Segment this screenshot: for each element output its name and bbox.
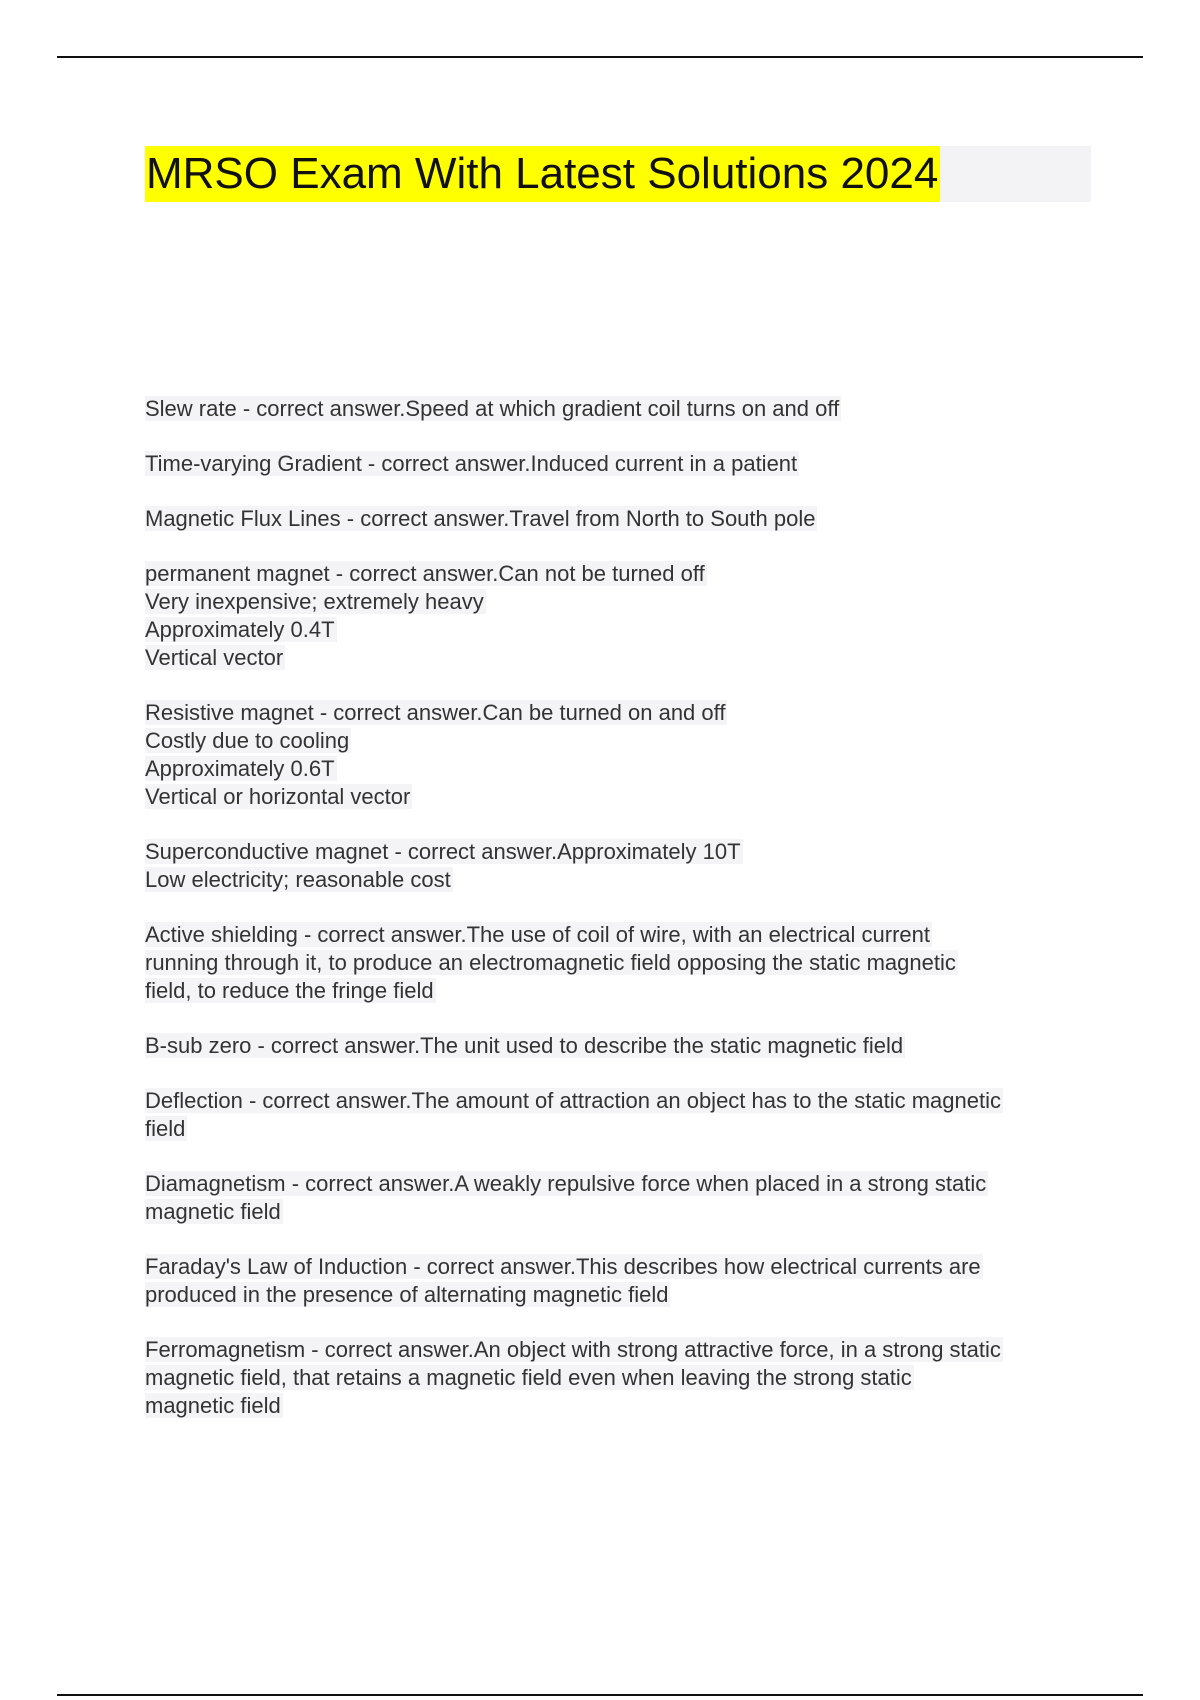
- qa-text: Approximately 0.6T: [145, 756, 335, 781]
- qa-detail-line: [145, 866, 1095, 894]
- qa-text: Diamagnetism - correct answer.A weakly repulsive force when placed in a strong static: [145, 1171, 987, 1196]
- qa-text: B-sub zero - correct answer.The unit used to describe the static magnetic field: [145, 1033, 904, 1058]
- qa-text: Time-varying Gradient - correct answer.Induced current in a patient: [145, 451, 798, 476]
- qa-text: Slew rate - correct answer.Speed at which gradient coil turns on and off: [145, 396, 840, 421]
- qa-detail-line: [145, 755, 1095, 783]
- top-rule: [57, 56, 1143, 58]
- qa-term-line: [145, 395, 1095, 423]
- qa-text: permanent magnet - correct answer.Can not be turned off: [145, 561, 705, 586]
- qa-text: magnetic field: [145, 1199, 281, 1224]
- qa-entry: [145, 450, 1095, 478]
- qa-term-line: [145, 450, 1095, 478]
- qa-term-line: [145, 921, 1095, 949]
- qa-entry: [145, 560, 1095, 672]
- qa-entry: [145, 699, 1095, 811]
- qa-text: field, to reduce the fringe field: [145, 978, 434, 1003]
- qa-detail-line: [145, 727, 1095, 755]
- qa-entry: [145, 1087, 1095, 1143]
- qa-text: Faraday's Law of Induction - correct answer.This describes how electrical currents are: [145, 1254, 981, 1279]
- qa-text: Superconductive magnet - correct answer.Approximately 10T: [145, 839, 741, 864]
- qa-detail-line: [145, 644, 1095, 672]
- qa-entry: [145, 838, 1095, 894]
- qa-term-line: [145, 1087, 1095, 1115]
- qa-entry: [145, 1336, 1095, 1420]
- qa-detail-line: [145, 616, 1095, 644]
- qa-text: running through it, to produce an electromagnetic field opposing the static magnetic: [145, 950, 956, 975]
- qa-entry: [145, 1253, 1095, 1309]
- qa-text: Vertical or horizontal vector: [145, 784, 411, 809]
- qa-text: Low electricity; reasonable cost: [145, 867, 451, 892]
- qa-term-line: [145, 838, 1095, 866]
- qa-detail-line: [145, 1392, 1095, 1420]
- document-title: MRSO Exam With Latest Solutions 2024: [145, 146, 940, 202]
- qa-entry: [145, 1032, 1095, 1060]
- qa-term-line: [145, 1170, 1095, 1198]
- qa-text: Very inexpensive; extremely heavy: [145, 589, 484, 614]
- qa-detail-line: [145, 783, 1095, 811]
- qa-text: Vertical vector: [145, 645, 284, 670]
- qa-detail-line: [145, 977, 1095, 1005]
- qa-text: Magnetic Flux Lines - correct answer.Travel from North to South pole: [145, 506, 816, 531]
- qa-detail-line: [145, 1281, 1095, 1309]
- qa-entry: [145, 505, 1095, 533]
- qa-term-line: [145, 699, 1095, 727]
- qa-text: magnetic field, that retains a magnetic field even when leaving the strong static: [145, 1365, 912, 1390]
- qa-term-line: [145, 1032, 1095, 1060]
- qa-term-line: [145, 1336, 1095, 1364]
- qa-text: Costly due to cooling: [145, 728, 350, 753]
- qa-entry: [145, 921, 1095, 1005]
- qa-text: magnetic field: [145, 1393, 281, 1418]
- qa-text: Active shielding - correct answer.The use of coil of wire, with an electrical current: [145, 922, 930, 947]
- qa-detail-line: [145, 949, 1095, 977]
- qa-text: Resistive magnet - correct answer.Can be turned on and off: [145, 700, 726, 725]
- qa-term-line: [145, 505, 1095, 533]
- qa-text: Approximately 0.4T: [145, 617, 335, 642]
- qa-detail-line: [145, 1115, 1095, 1143]
- qa-term-line: [145, 560, 1095, 588]
- qa-detail-line: [145, 1364, 1095, 1392]
- qa-detail-line: [145, 588, 1095, 616]
- qa-detail-line: [145, 1198, 1095, 1226]
- qa-term-line: [145, 1253, 1095, 1281]
- qa-text: field: [145, 1116, 186, 1141]
- qa-list: [145, 395, 1095, 1447]
- qa-entry: [145, 1170, 1095, 1226]
- qa-text: produced in the presence of alternating magnetic field: [145, 1282, 669, 1307]
- title-block: [145, 146, 1091, 202]
- qa-text: Deflection - correct answer.The amount of attraction an object has to the static magnetic: [145, 1088, 1001, 1113]
- qa-text: Ferromagnetism - correct answer.An object with strong attractive force, in a strong static: [145, 1337, 1001, 1362]
- qa-entry: [145, 395, 1095, 423]
- bottom-rule: [57, 1694, 1143, 1696]
